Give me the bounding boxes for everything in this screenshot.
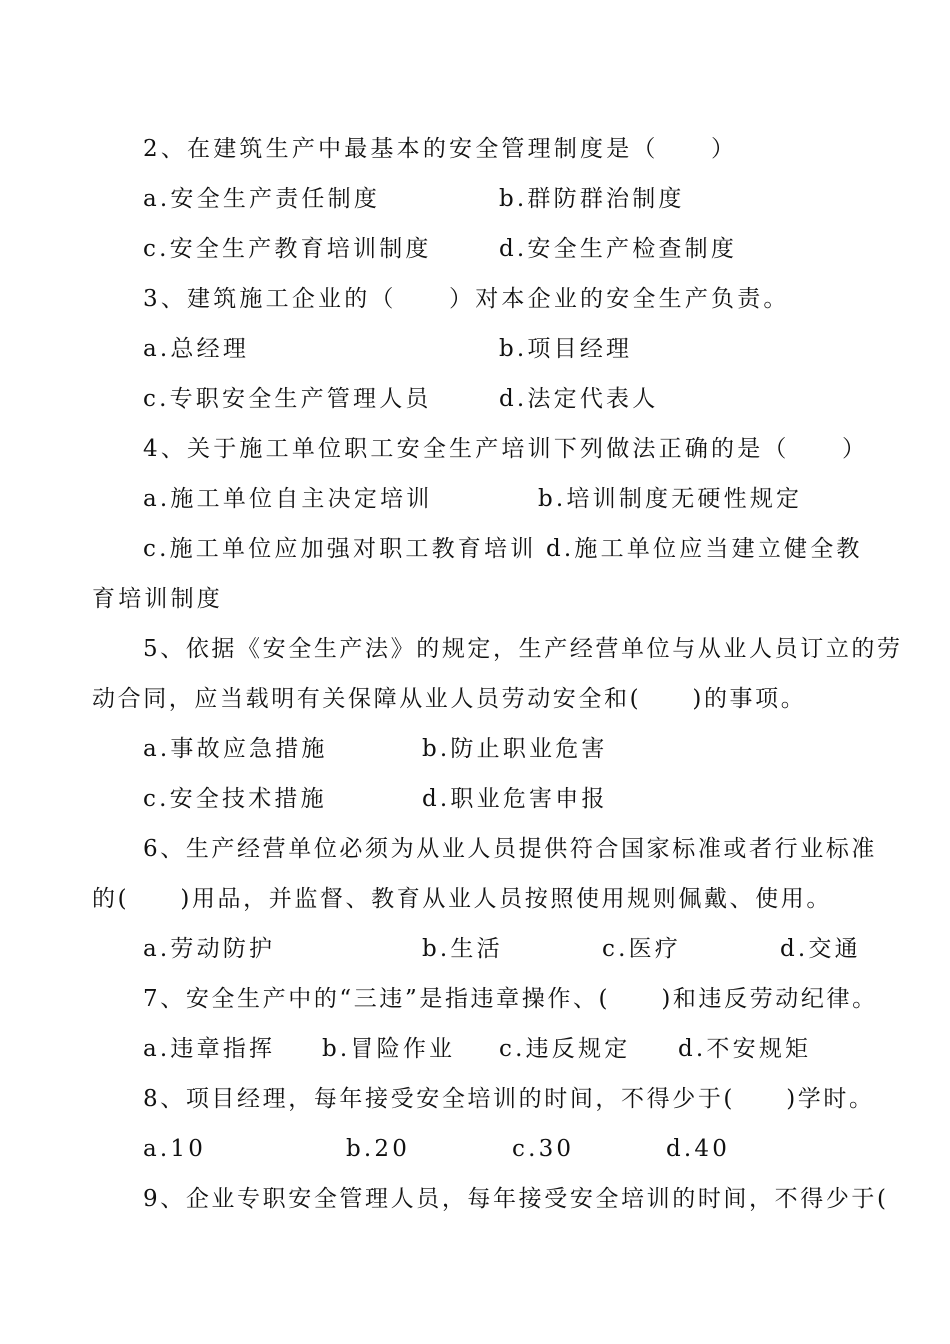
question-6-stem-line-1: 6、生产经营单位必须为从业人员提供符合国家标准或者行业标准 — [143, 836, 878, 862]
question-7-option-d: d.不安规矩 — [678, 1036, 812, 1062]
question-3-option-b: b.项目经理 — [499, 336, 633, 362]
question-5-option-b: b.防止职业危害 — [422, 736, 608, 762]
question-7-stem: 7、安全生产中的“三违”是指违章操作、( )和违反劳动纪律。 — [143, 986, 878, 1012]
question-4-option-d-continuation: 育培训制度 — [92, 586, 223, 612]
question-7-option-b: b.冒险作业 — [322, 1036, 456, 1062]
question-8-option-d: d.40 — [666, 1136, 731, 1162]
question-6-option-d: d.交通 — [780, 936, 861, 962]
question-8-stem: 8、项目经理，每年接受安全培训的时间，不得少于( )学时。 — [143, 1086, 875, 1112]
question-4-option-d: d.施工单位应当建立健全教 — [546, 536, 863, 562]
question-6-option-b: b.生活 — [422, 936, 503, 962]
question-5-stem-line-2: 动合同，应当载明有关保障从业人员劳动安全和( )的事项。 — [92, 686, 807, 712]
question-2-option-b: b.群防群治制度 — [499, 186, 685, 212]
question-6-option-c: c.医疗 — [602, 936, 681, 962]
question-2-option-d: d.安全生产检查制度 — [499, 236, 738, 262]
question-2-stem: 2、在建筑生产中最基本的安全管理制度是（ ） — [143, 136, 738, 162]
question-5-option-a: a.事故应急措施 — [143, 736, 328, 762]
question-7-option-c: c.违反规定 — [499, 1036, 631, 1062]
question-8-option-b: b.20 — [346, 1136, 411, 1162]
question-6-stem-line-2: 的( )用品，并监督、教育从业人员按照使用规则佩戴、使用。 — [92, 886, 832, 912]
question-9-stem: 9、企业专职安全管理人员，每年接受安全培训的时间，不得少于( — [143, 1186, 889, 1212]
question-4-stem: 4、关于施工单位职工安全生产培训下列做法正确的是（ ） — [143, 436, 869, 462]
question-6-option-a: a.劳动防护 — [143, 936, 276, 962]
question-8-option-a: a.10 — [143, 1136, 207, 1162]
question-8-option-c: c.30 — [512, 1136, 575, 1162]
question-5-option-c: c.安全技术措施 — [143, 786, 327, 812]
question-2-option-c: c.安全生产教育培训制度 — [143, 236, 432, 262]
question-5-stem-line-1: 5、依据《安全生产法》的规定，生产经营单位与从业人员订立的劳 — [143, 636, 903, 662]
question-3-option-a: a.总经理 — [143, 336, 250, 362]
question-3-option-d: d.法定代表人 — [499, 386, 659, 412]
question-5-option-d: d.职业危害申报 — [422, 786, 608, 812]
question-7-option-a: a.违章指挥 — [143, 1036, 276, 1062]
question-3-option-c: c.专职安全生产管理人员 — [143, 386, 432, 412]
question-4-option-a: a.施工单位自主决定培训 — [143, 486, 433, 512]
question-2-option-a: a.安全生产责任制度 — [143, 186, 381, 212]
question-3-stem: 3、建筑施工企业的（ ）对本企业的安全生产负责。 — [143, 286, 790, 312]
question-4-option-b: b.培训制度无硬性规定 — [538, 486, 803, 512]
question-4-option-c: c.施工单位应加强对职工教育培训 — [143, 536, 537, 562]
